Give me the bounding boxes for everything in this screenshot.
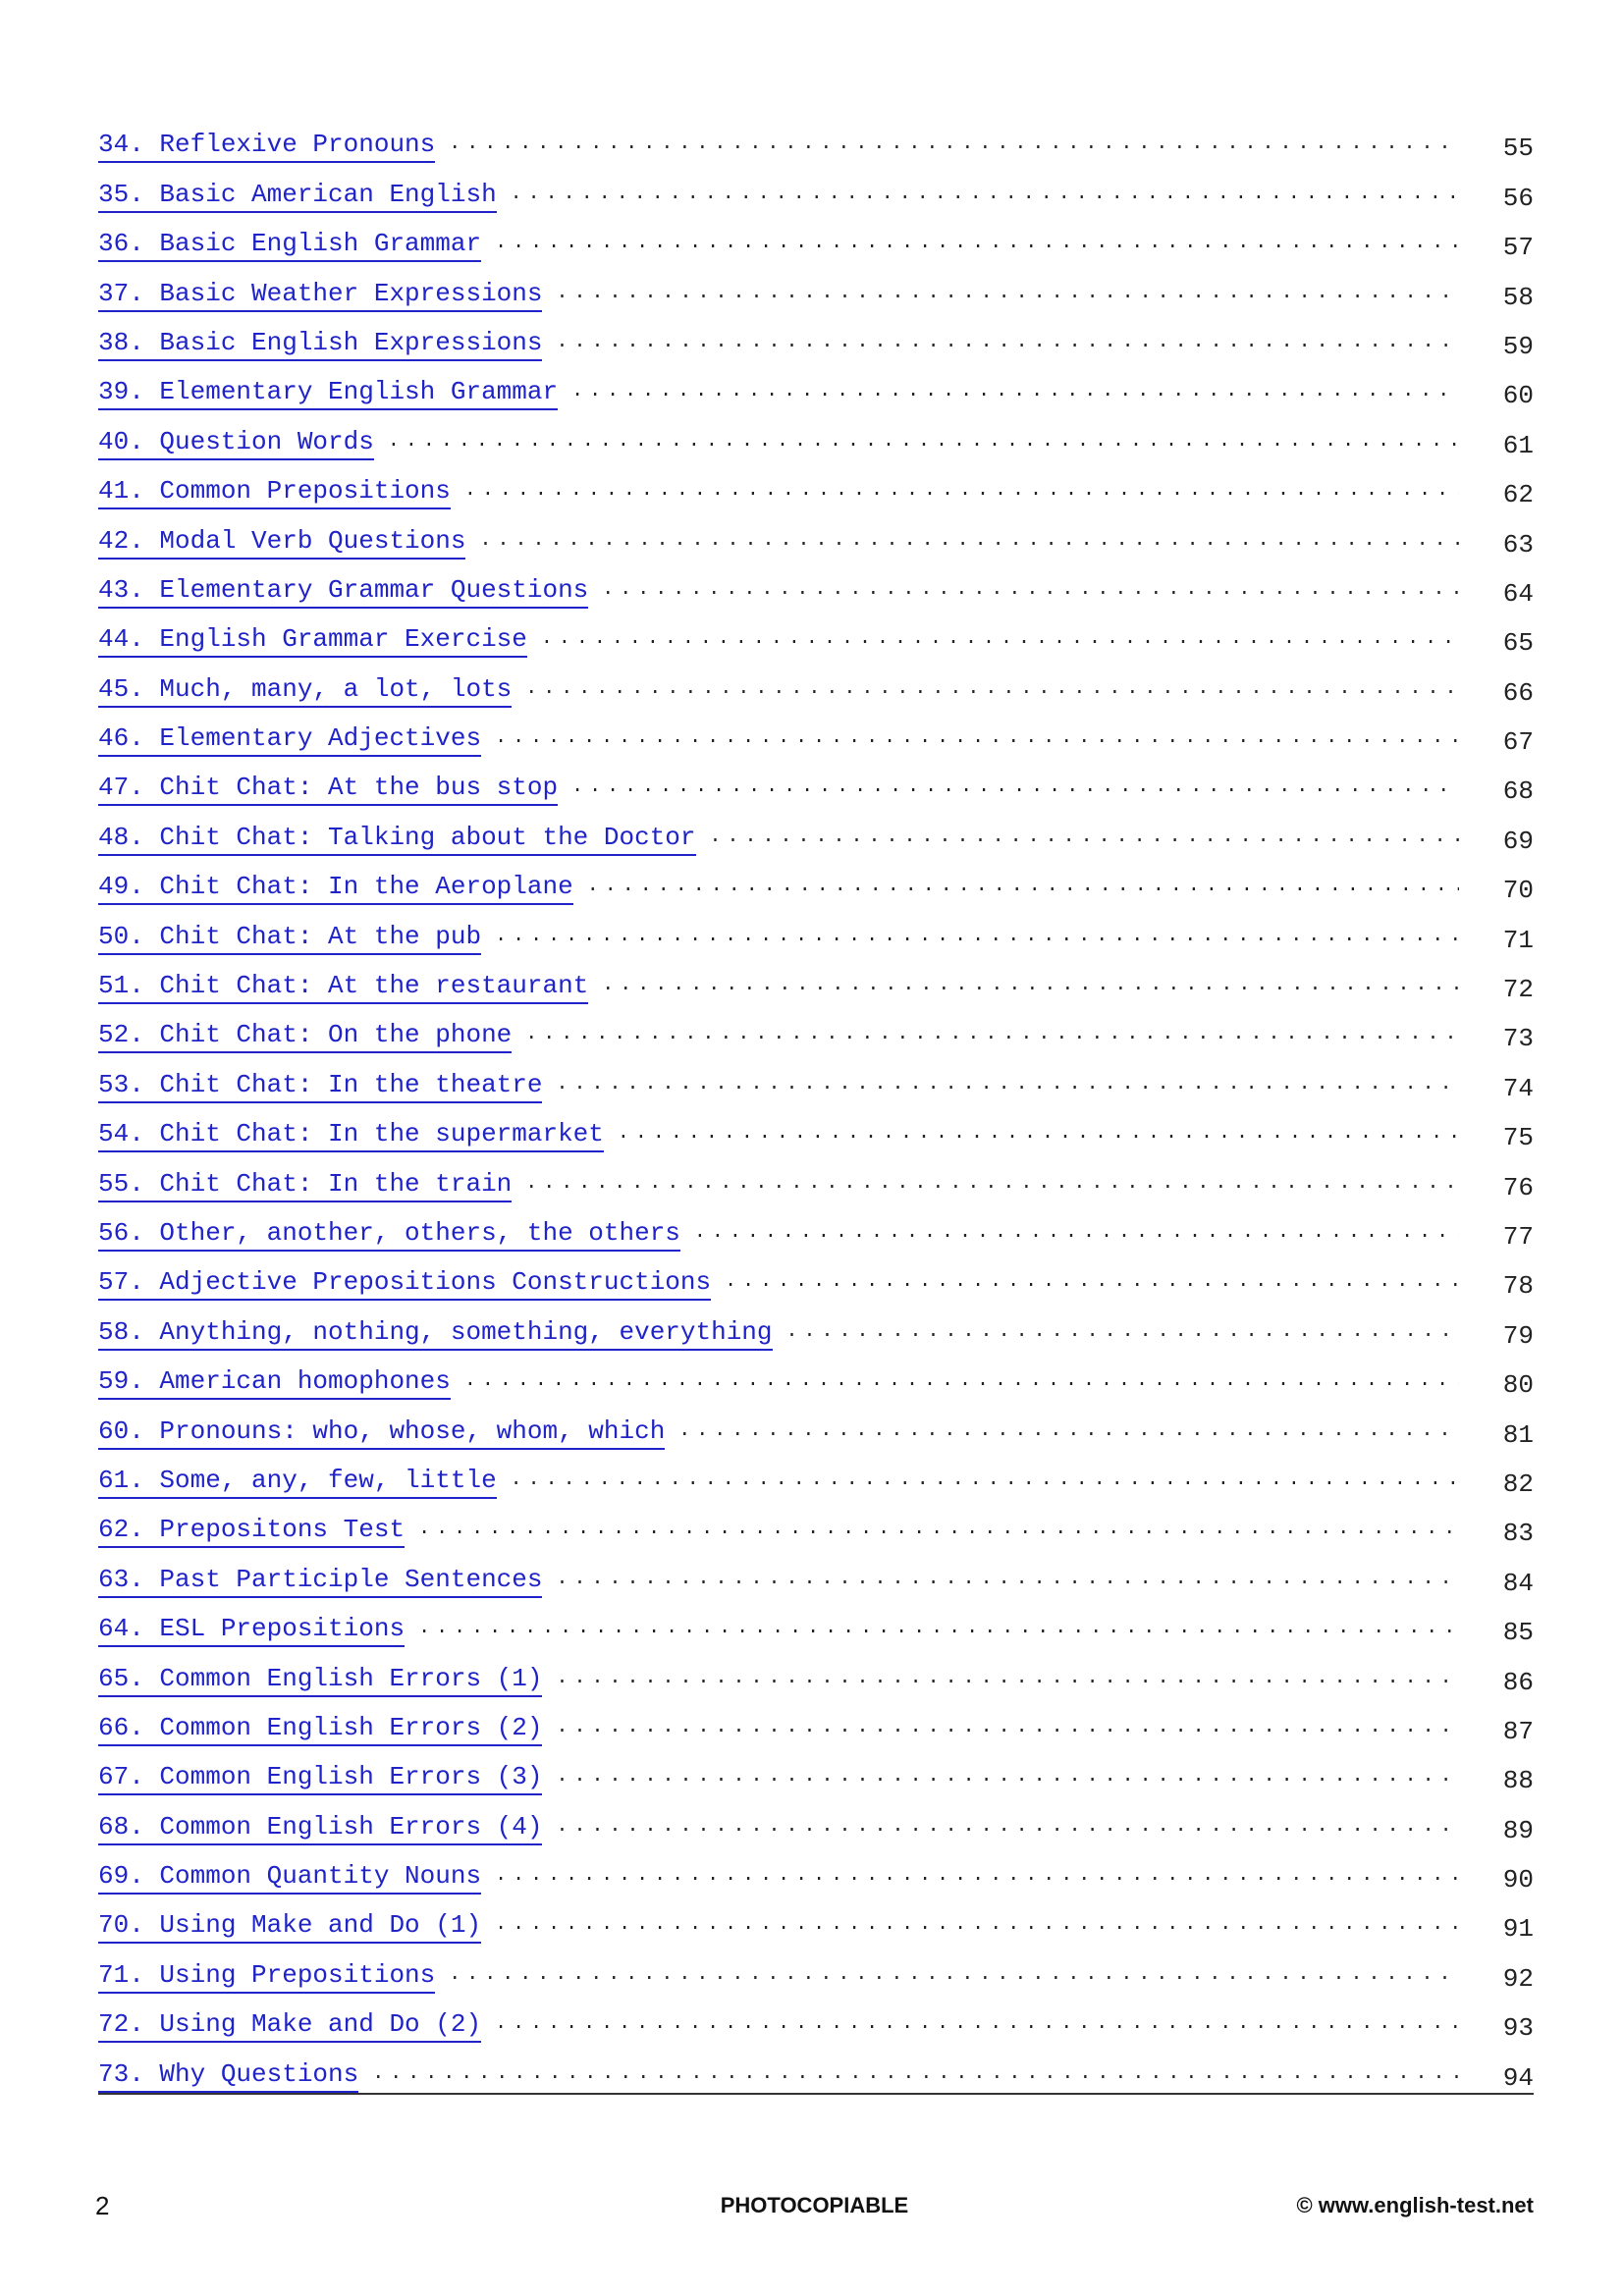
toc-entry-page-number: 88: [1502, 1766, 1534, 1796]
toc-entry-page-number: 61: [1502, 430, 1534, 460]
toc-entry-link[interactable]: 41. Common Prepositions: [98, 476, 451, 509]
toc-entry-page-number: 89: [1502, 1815, 1534, 1845]
toc-dot-leader: [525, 671, 1459, 708]
footer-copyright: © www.english-test.net: [1296, 2193, 1534, 2217]
toc-entry-page-number: 85: [1502, 1618, 1534, 1648]
toc-dot-leader: [525, 1166, 1459, 1202]
toc-entry-page-number: 91: [1502, 1914, 1534, 1945]
toc-dot-leader: [556, 1661, 1459, 1697]
toc-dot-leader: [556, 1809, 1459, 1845]
toc-entry-link[interactable]: 60. Pronouns: who, whose, whom, which: [98, 1416, 665, 1450]
toc-entry-link[interactable]: 37. Basic Weather Expressions: [98, 279, 542, 312]
toc-entry-link[interactable]: 47. Chit Chat: At the bus stop: [98, 773, 558, 806]
toc-entry-page-number: 71: [1502, 925, 1534, 955]
toc-entry: [98, 1053, 1534, 1102]
toc-entry-page-number: 72: [1502, 975, 1534, 1005]
toc-entry-link[interactable]: 59. American homophones: [98, 1366, 451, 1400]
toc-entry: [98, 609, 1534, 658]
toc-dot-leader: [495, 919, 1459, 955]
toc-entry-link[interactable]: 63. Past Participle Sentences: [98, 1565, 542, 1598]
toc-dot-leader: [694, 1215, 1459, 1252]
toc-entry-page-number: 79: [1502, 1320, 1534, 1351]
toc-dot-leader: [556, 1759, 1459, 1795]
toc-entry: [98, 163, 1534, 212]
toc-entry: [98, 955, 1534, 1004]
toc-entry-link[interactable]: 42. Modal Verb Questions: [98, 526, 465, 560]
toc-entry-page-number: 56: [1502, 183, 1534, 213]
toc-entry-link[interactable]: 39. Elementary English Grammar: [98, 377, 558, 410]
toc-entry-page-number: 78: [1502, 1271, 1534, 1302]
toc-dot-leader: [556, 1710, 1459, 1746]
toc-dot-leader: [449, 1957, 1459, 1994]
toc-entry-link[interactable]: 35. Basic American English: [98, 180, 497, 213]
toc-entry: [98, 1548, 1534, 1597]
toc-entry-page-number: 57: [1502, 233, 1534, 263]
toc-dot-leader: [678, 1414, 1459, 1450]
toc-entry: [98, 757, 1534, 806]
toc-entry: [98, 1152, 1534, 1201]
toc-entry: [98, 1697, 1534, 1746]
toc-entry-page-number: 87: [1502, 1716, 1534, 1746]
toc-entry: [98, 1301, 1534, 1350]
toc-dot-leader: [388, 424, 1459, 460]
toc-entry-link[interactable]: 72. Using Make and Do (2): [98, 2009, 481, 2043]
toc-entry-link[interactable]: 73. Why Questions: [98, 2059, 358, 2093]
toc-entry: [98, 560, 1534, 609]
toc-entry-page-number: 55: [1502, 133, 1534, 164]
toc-dot-leader: [511, 177, 1459, 213]
toc-entry-link[interactable]: 51. Chit Chat: At the restaurant: [98, 971, 588, 1004]
toc-dot-leader: [449, 127, 1459, 163]
toc-dot-leader: [587, 869, 1459, 905]
toc-entry-link[interactable]: 43. Elementary Grammar Questions: [98, 575, 588, 609]
toc-entry-page-number: 68: [1502, 776, 1534, 807]
toc-entry-link[interactable]: 67. Common English Errors (3): [98, 1762, 542, 1795]
toc-dot-leader: [556, 276, 1459, 312]
table-of-contents: [98, 114, 1534, 2095]
toc-entry: [98, 1202, 1534, 1252]
toc-entry: [98, 1795, 1534, 1844]
toc-entry: [98, 410, 1534, 459]
toc-dot-leader: [525, 1017, 1459, 1053]
toc-entry-link[interactable]: 40. Question Words: [98, 427, 374, 460]
toc-entry-page-number: 66: [1502, 677, 1534, 708]
toc-dot-leader: [495, 226, 1459, 262]
toc-entry-page-number: 94: [1502, 2062, 1534, 2093]
toc-entry-link[interactable]: 52. Chit Chat: On the phone: [98, 1020, 512, 1053]
toc-entry-page-number: 69: [1502, 826, 1534, 856]
toc-entry: [98, 1895, 1534, 1944]
toc-entry-page-number: 67: [1502, 727, 1534, 758]
toc-dot-leader: [556, 1562, 1459, 1598]
toc-entry: [98, 1499, 1534, 1548]
toc-dot-leader: [464, 1363, 1459, 1400]
toc-entry: [98, 1103, 1534, 1152]
toc-entry: [98, 2043, 1534, 2094]
toc-dot-leader: [495, 721, 1459, 757]
toc-entry-page-number: 77: [1502, 1221, 1534, 1252]
toc-entry-link[interactable]: 62. Prepositons Test: [98, 1515, 405, 1548]
toc-entry: [98, 806, 1534, 855]
toc-entry-page-number: 60: [1502, 381, 1534, 411]
toc-entry-page-number: 83: [1502, 1519, 1534, 1549]
toc-entry-page-number: 93: [1502, 2013, 1534, 2044]
toc-entry: [98, 361, 1534, 410]
toc-dot-leader: [511, 1463, 1459, 1499]
toc-entry-link[interactable]: 70. Using Make and Do (1): [98, 1910, 481, 1944]
toc-dot-leader: [618, 1116, 1459, 1152]
toc-entry-page-number: 76: [1502, 1172, 1534, 1202]
toc-entry-page-number: 62: [1502, 480, 1534, 510]
toc-dot-leader: [541, 621, 1459, 658]
toc-entry-page-number: 73: [1502, 1024, 1534, 1054]
toc-dot-leader: [556, 325, 1459, 361]
toc-entry-link[interactable]: 65. Common English Errors (1): [98, 1664, 542, 1697]
toc-dot-leader: [571, 374, 1459, 410]
toc-entry-page-number: 70: [1502, 876, 1534, 906]
toc-entry: [98, 1845, 1534, 1895]
toc-entry-page-number: 64: [1502, 578, 1534, 609]
toc-dot-leader: [602, 572, 1459, 609]
toc-entry: [98, 312, 1534, 361]
toc-dot-leader: [602, 968, 1459, 1004]
toc-entry-link[interactable]: 55. Chit Chat: In the train: [98, 1169, 512, 1202]
toc-entry-link[interactable]: 50. Chit Chat: At the pub: [98, 922, 481, 955]
toc-entry-link[interactable]: 53. Chit Chat: In the theatre: [98, 1070, 542, 1103]
toc-entry-link[interactable]: 64. ESL Prepositions: [98, 1614, 405, 1647]
toc-entry-page-number: 82: [1502, 1468, 1534, 1499]
toc-dot-leader: [464, 473, 1459, 509]
toc-entry-link[interactable]: 49. Chit Chat: In the Aeroplane: [98, 872, 573, 905]
toc-entry: [98, 114, 1534, 163]
toc-entry-link[interactable]: 46. Elementary Adjectives: [98, 723, 481, 757]
toc-entry: [98, 509, 1534, 559]
toc-entry: [98, 262, 1534, 311]
toc-entry-link[interactable]: 34. Reflexive Pronouns: [98, 130, 435, 163]
toc-entry-link[interactable]: 38. Basic English Expressions: [98, 328, 542, 361]
toc-entry: [98, 1252, 1534, 1301]
footer-photocopiable-label: PHOTOCOPIABLE: [720, 2193, 909, 2217]
toc-entry-page-number: 63: [1502, 529, 1534, 560]
toc-entry: [98, 856, 1534, 905]
toc-entry-link[interactable]: 58. Anything, nothing, something, everything: [98, 1317, 773, 1351]
toc-entry-link[interactable]: 36. Basic English Grammar: [98, 229, 481, 262]
toc-dot-leader: [786, 1314, 1459, 1351]
toc-entry-link[interactable]: 71. Using Prepositions: [98, 1960, 435, 1994]
toc-dot-leader: [571, 770, 1459, 806]
toc-dot-leader: [495, 1858, 1459, 1895]
toc-entry-page-number: 65: [1502, 628, 1534, 659]
toc-entry-page-number: 86: [1502, 1667, 1534, 1697]
toc-entry-page-number: 75: [1502, 1123, 1534, 1153]
toc-dot-leader: [725, 1264, 1459, 1301]
toc-entry: [98, 1598, 1534, 1647]
toc-entry: [98, 1944, 1534, 1993]
toc-entry-link[interactable]: 66. Common English Errors (2): [98, 1713, 542, 1746]
toc-dot-leader: [418, 1512, 1459, 1548]
toc-entry: [98, 460, 1534, 509]
toc-entry-page-number: 74: [1502, 1073, 1534, 1103]
toc-entry: [98, 213, 1534, 262]
toc-entry-page-number: 81: [1502, 1419, 1534, 1450]
toc-entry: [98, 1004, 1534, 1053]
toc-entry: [98, 1351, 1534, 1400]
toc-entry-page-number: 58: [1502, 282, 1534, 312]
toc-entry-link[interactable]: 69. Common Quantity Nouns: [98, 1861, 481, 1895]
toc-entry: [98, 708, 1534, 757]
toc-entry: [98, 1994, 1534, 2043]
toc-entry-link[interactable]: 54. Chit Chat: In the supermarket: [98, 1119, 604, 1152]
toc-entry-link[interactable]: 44. English Grammar Exercise: [98, 624, 527, 658]
toc-entry-link[interactable]: 48. Chit Chat: Talking about the Doctor: [98, 823, 696, 856]
toc-entry-page-number: 84: [1502, 1568, 1534, 1598]
page-footer: [95, 2191, 1534, 2220]
toc-entry: [98, 1400, 1534, 1449]
toc-dot-leader: [710, 820, 1460, 856]
toc-entry: [98, 658, 1534, 707]
toc-entry: [98, 905, 1534, 954]
footer-page-number: 2: [95, 2191, 110, 2220]
toc-dot-leader: [556, 1067, 1459, 1103]
toc-dot-leader: [418, 1611, 1459, 1647]
toc-entry-link[interactable]: 57. Adjective Prepositions Constructions: [98, 1267, 711, 1301]
toc-entry-link[interactable]: 56. Other, another, others, the others: [98, 1218, 680, 1252]
toc-entry-page-number: 59: [1502, 331, 1534, 361]
toc-entry-page-number: 92: [1502, 1963, 1534, 1994]
toc-entry: [98, 1450, 1534, 1499]
toc-entry-link[interactable]: 61. Some, any, few, little: [98, 1466, 497, 1499]
toc-entry-link[interactable]: 68. Common English Errors (4): [98, 1812, 542, 1845]
toc-entry: [98, 1647, 1534, 1696]
toc-entry-link[interactable]: 45. Much, many, a lot, lots: [98, 674, 512, 708]
toc-dot-leader: [495, 1907, 1459, 1944]
toc-dot-leader: [479, 523, 1459, 560]
toc-entry-page-number: 90: [1502, 1865, 1534, 1896]
toc-dot-leader: [372, 2056, 1459, 2093]
toc-entry: [98, 1746, 1534, 1795]
toc-dot-leader: [495, 2006, 1459, 2043]
toc-entry-page-number: 80: [1502, 1370, 1534, 1401]
